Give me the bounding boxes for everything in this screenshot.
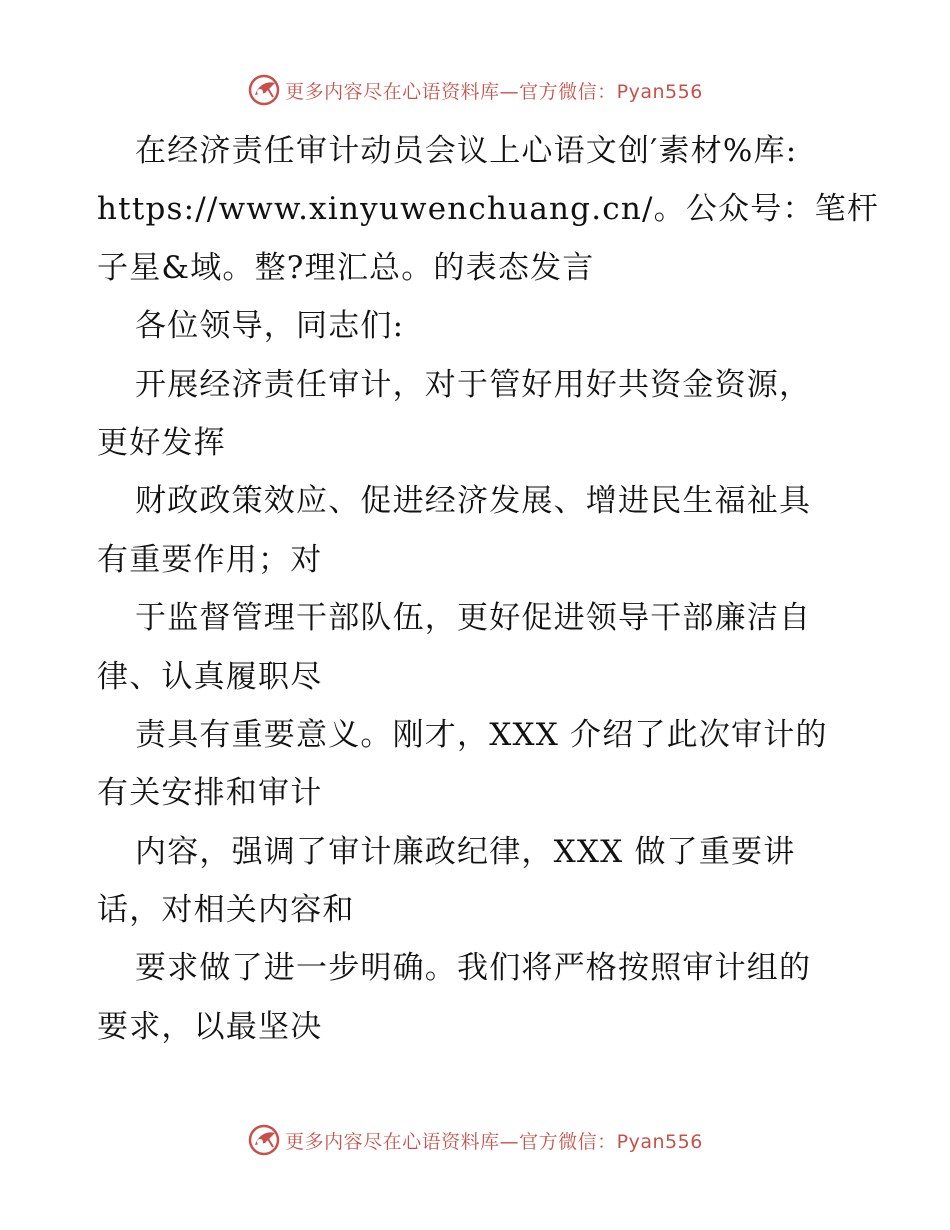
doc-line: 内容，强调了审计廉政纪律，XXX 做了重要讲 bbox=[135, 833, 796, 870]
doc-line: 各位领导，同志们: bbox=[135, 308, 405, 345]
doc-line: 有关安排和审计 bbox=[97, 775, 323, 812]
doc-line: 要求做了进一步明确。我们将严格按照审计组的 bbox=[135, 950, 812, 987]
doc-line: 更好发挥 bbox=[97, 424, 226, 461]
doc-line: 开展经济责任审计，对于管好用好共资金资源， bbox=[135, 366, 812, 403]
footer-banner-text: 更多内容尽在心语资料库—官方微信：Pyan556 bbox=[285, 1130, 703, 1153]
doc-line: 责具有重要意义。刚才，XXX 介绍了此次审计的 bbox=[135, 716, 828, 753]
doc-line: 在经济责任审计动员会议上心语文创′素材%库: bbox=[135, 133, 798, 169]
doc-line: 于监督管理干部队伍，更好促进领导干部廉洁自 bbox=[135, 600, 812, 637]
doc-line: https://www.xinyuwenchuang.cn/。公众号：笔杆 bbox=[97, 191, 880, 228]
brand-logo-icon bbox=[247, 73, 281, 107]
doc-line: 话，对相关内容和 bbox=[97, 892, 355, 929]
footer-watermark-banner bbox=[0, 1120, 950, 1160]
doc-line: 财政政策效应、促进经济发展、增进民生福祉具 bbox=[135, 483, 812, 520]
brand-logo-icon bbox=[247, 1123, 281, 1157]
header-watermark-banner bbox=[0, 70, 950, 110]
doc-line: 要求，以最坚决 bbox=[97, 1008, 323, 1045]
header-banner-text: 更多内容尽在心语资料库—官方微信：Pyan556 bbox=[285, 80, 703, 103]
doc-line: 有重要作用；对 bbox=[97, 541, 323, 578]
document-body bbox=[97, 122, 880, 1056]
doc-line: 子星&域。整?理汇总。的表态发言 bbox=[97, 249, 595, 286]
doc-line: 律、认真履职尽 bbox=[97, 658, 323, 695]
